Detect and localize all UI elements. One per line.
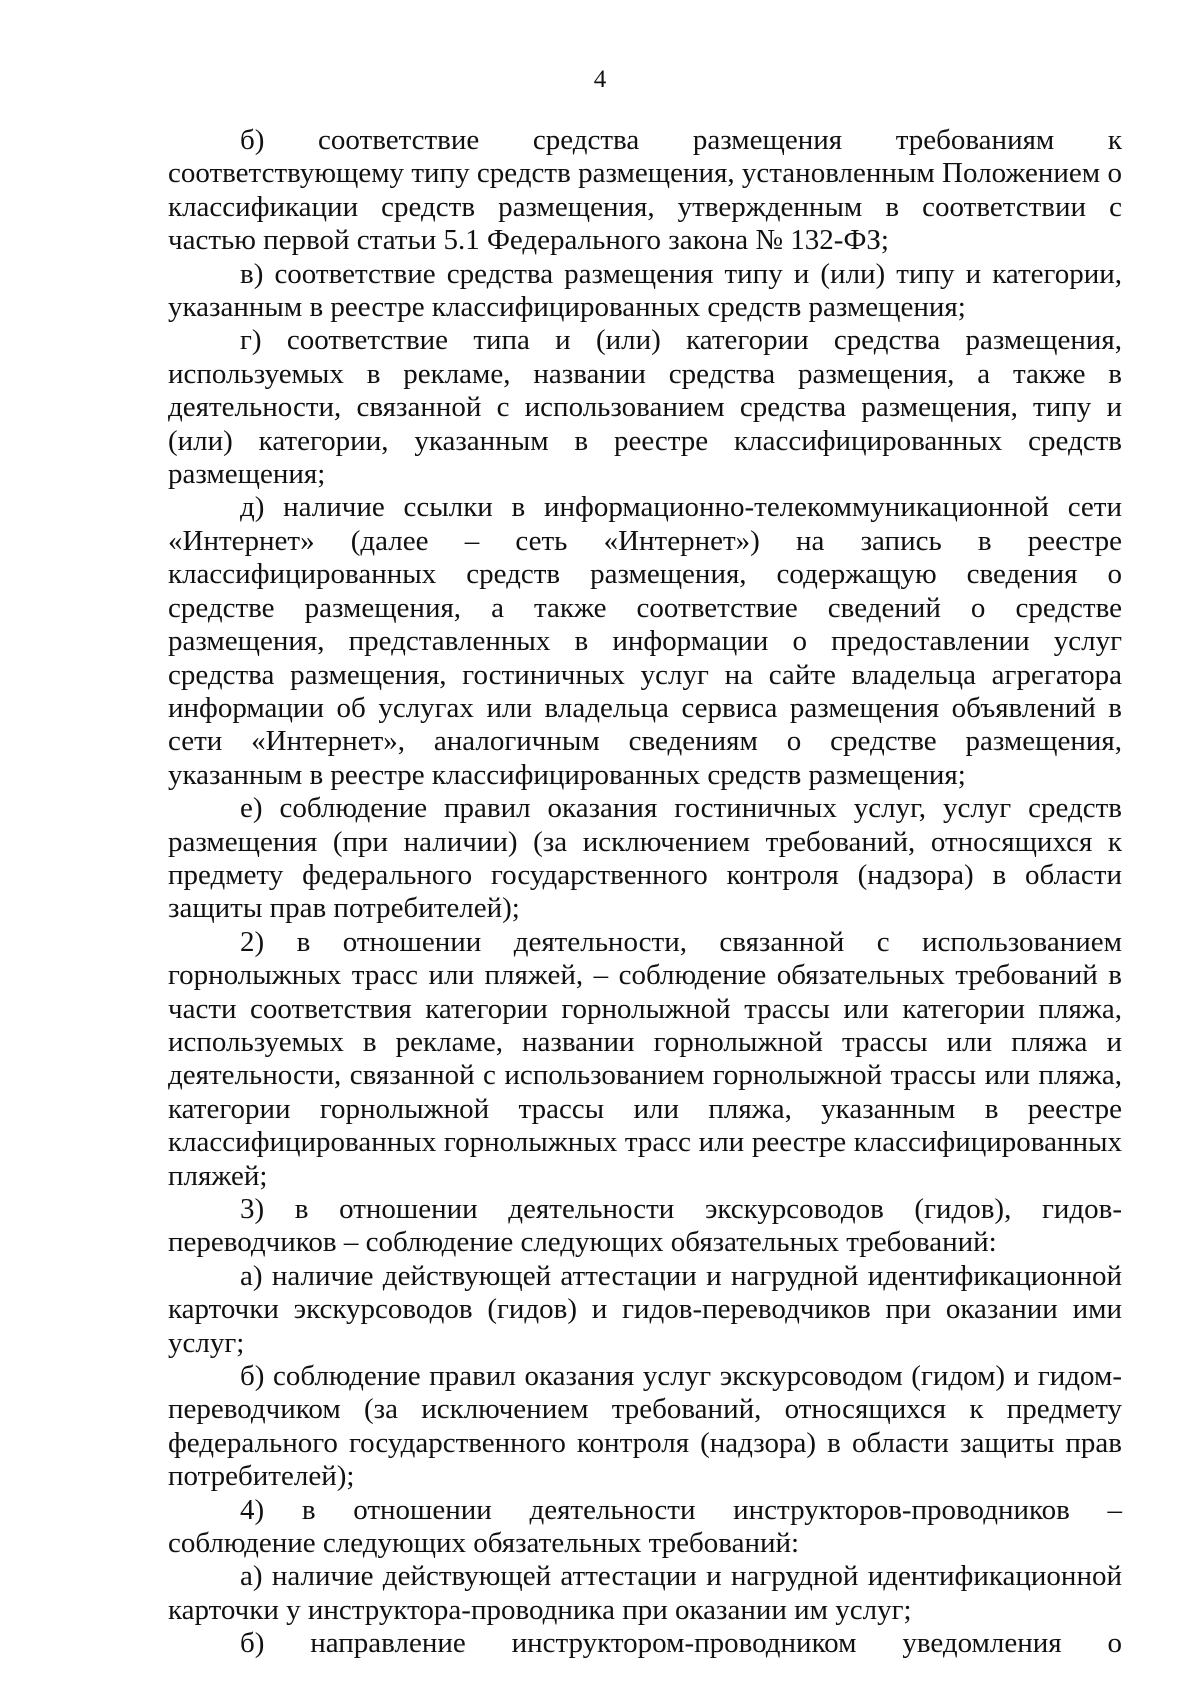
paragraph-4b-instructor-notification: б) направление инструктором-проводником уведомления о (240, 1627, 1122, 1660)
paragraph-d-internet-registry-link: д) наличие ссылки в информационно-телекоммуникационной сети «Интернет» (далее – сеть «Интернет») на запись в реестре классифицированных средств размещения, содержащую сведения о средстве размещения, а также соответствие сведений о средстве размещения, представленных в информации о предоставлении услуг средства размещения, гостиничных услуг на сайте владельца агрегатора информации об услугах или владельца сервиса размещения объявлений в сети «Интернет», аналогичным сведениям о средстве размещения, указанным в реестре классифицированных средств размещения; (168, 491, 1122, 791)
paragraph-3-guides-requirements: 3) в отношении деятельности экскурсоводов (гидов), гидов-переводчиков – соблюдение следующих обязательных требований: (168, 1193, 1122, 1259)
paragraph-4-instructors-requirements: 4) в отношении деятельности инструкторов-проводников – соблюдение следующих обязательных требований: (168, 1493, 1122, 1560)
paragraph-b-accommodation-type-compliance: б) соответствие средства размещения требованиям к соответствующему типу средств размещения, установленным Положением о классификации средств размещения, утвержденным в соответствии с частью первой статьи 5.1 Федерального закона № 132-ФЗ; (168, 124, 1122, 257)
paragraph-g-advertising-type-category: г) соответствие типа и (или) категории средства размещения, используемых в рекламе, названии средства размещения, а также в деятельности, связанной с использованием средства размещения, типу и (или) категории, указанным в реестре классифицированных средств размещения; (168, 324, 1122, 491)
paragraph-2-ski-slopes-beaches: 2) в отношении деятельности, связанной с использованием горнолыжных трасс или пляжей, – соблюдение обязательных требований в части соответствия категории горнолыжной трассы или категории пляжа, используемых в рекламе, названии горнолыжной трассы или пляжа и деятельности, связанной с использованием горнолыжной трассы или пляжа, категории горнолыжной трассы или пляжа, указанным в реестре классифицированных горнолыжных трасс или реестре классифицированных пляжей; (168, 925, 1122, 1192)
document-body (168, 124, 1122, 1661)
paragraph-3a-guide-attestation: а) наличие действующей аттестации и нагрудной идентификационной карточки экскурсоводов (гидов) и гидов-переводчиков при оказании ими услуг; (168, 1259, 1122, 1359)
page-number: 4 (593, 66, 607, 93)
paragraph-4a-instructor-attestation: а) наличие действующей аттестации и нагрудной идентификационной карточки у инструктора-проводника при оказании им услуг; (168, 1560, 1122, 1626)
paragraph-v-registry-type-category: в) соответствие средства размещения типу и (или) типу и категории, указанным в реестре классифицированных средств размещения; (168, 257, 1122, 324)
paragraph-e-hotel-service-rules: е) соблюдение правил оказания гостиничных услуг, услуг средств размещения (при наличии) (за исключением требований, относящихся к предмету федерального государственного контроля (надзора) в области защиты прав потребителей); (168, 792, 1122, 925)
paragraph-3b-guide-service-rules: б) соблюдение правил оказания услуг экскурсоводом (гидом) и гидом-переводчиком (за исключением требований, относящихся к предмету федерального государственного контроля (надзора) в области защиты прав потребителей); (168, 1360, 1122, 1493)
